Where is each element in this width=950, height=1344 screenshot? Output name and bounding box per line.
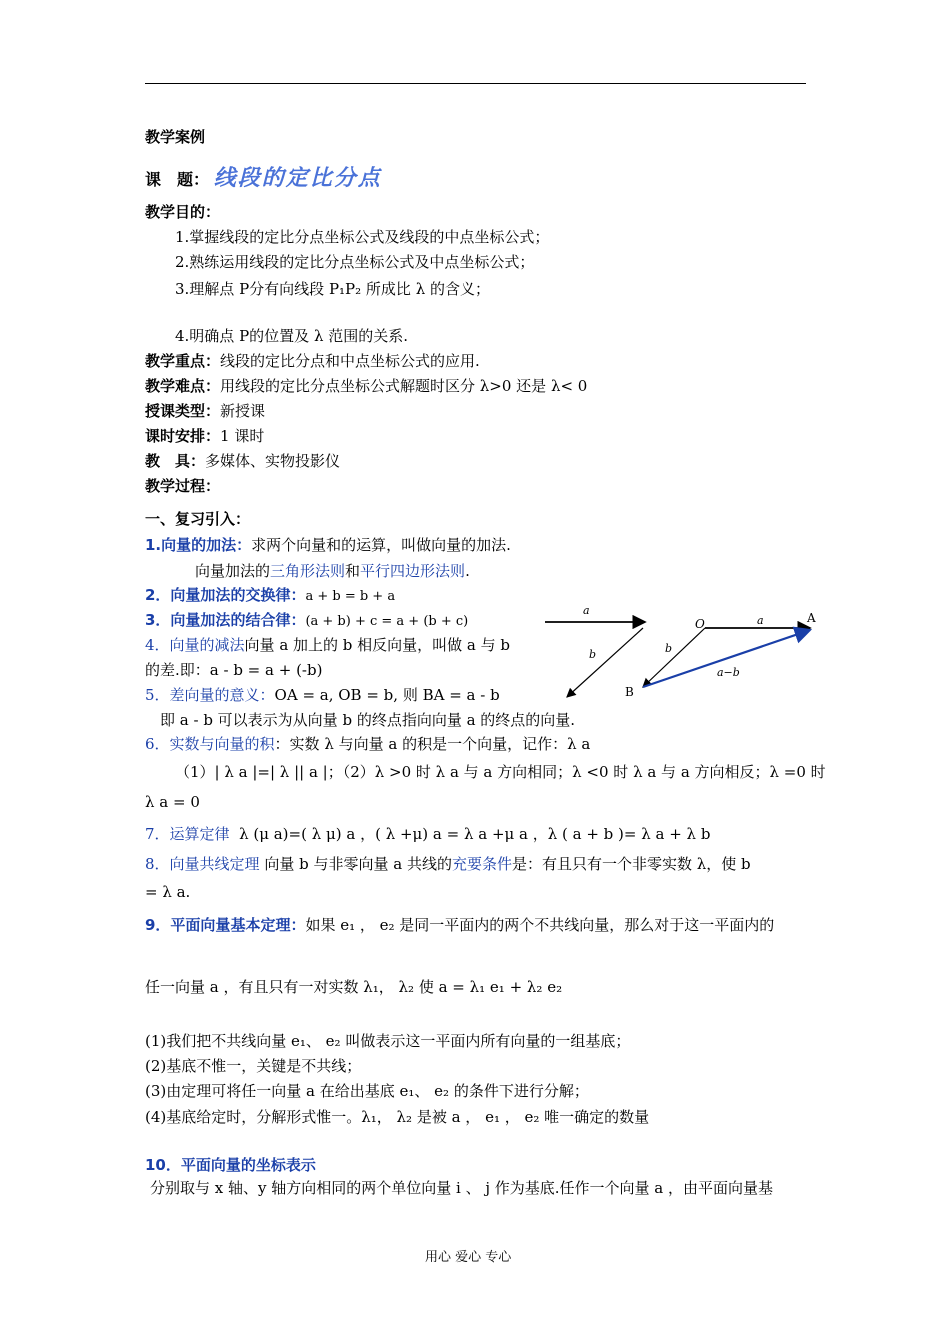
label-o: O xyxy=(695,617,705,631)
review-3-formula: (a + b) + c = a + (b + c) xyxy=(305,614,469,629)
review-3-title: 3．向量加法的结合律： xyxy=(145,611,306,629)
type-label: 授课类型： xyxy=(145,402,221,420)
schedule-line xyxy=(145,427,264,445)
review-5-title: 5．差向量的意义： xyxy=(145,686,275,704)
type-line xyxy=(145,402,265,420)
review-6-line3: λ a = 0 xyxy=(145,793,200,811)
vector-figure xyxy=(545,600,825,710)
review-9-note-2: (2)基底不惟一，关键是不共线； xyxy=(145,1057,362,1075)
process-label: 教学过程： xyxy=(145,477,221,495)
label-left-b: b xyxy=(589,648,597,661)
review-5-note: 即 a - b 可以表示为从向量 b 的终点指向向量 a 的终点的向量. xyxy=(160,711,576,729)
review-item-6 xyxy=(145,735,590,753)
topic-line xyxy=(145,165,382,191)
review-2-formula: a + b = b + a xyxy=(305,589,396,604)
review-1-text: 求两个向量和的运算，叫做向量的加法. xyxy=(251,536,511,554)
review-item-4 xyxy=(145,636,510,654)
label-a-minus-b: a−b xyxy=(717,666,740,679)
type-text: 新授课 xyxy=(220,402,266,420)
schedule-text: 1 课时 xyxy=(220,427,265,445)
review-6-text: ：实数 λ 与向量 a 的积是一个向量，记作：λ a xyxy=(274,735,591,753)
review-9-note-1: (1)我们把不共线向量 e₁、 e₂ 叫做表示这一平面内所有向量的一组基底； xyxy=(145,1032,631,1050)
review-8-text-a: 向量 b 与非零向量 a 共线的 xyxy=(264,855,452,873)
review-10-title: 10．平面向量的坐标表示 xyxy=(145,1156,316,1174)
topic-label: 课 题： xyxy=(145,170,210,189)
review-9-title: 9．平面向量基本定理： xyxy=(145,916,306,934)
doc-label: 教学案例 xyxy=(145,128,206,146)
review-9-line2: 任一向量 a ，有且只有一对实数 λ₁， λ₂ 使 a = λ₁ e₁ + λ₂ e₂ xyxy=(145,978,563,996)
review-9-note-4: (4)基底给定时，分解形式惟一。λ₁， λ₂ 是被 a ， e₁ ， e₂ 唯一确定的数量 xyxy=(145,1108,650,1126)
tools-label: 教 具： xyxy=(145,452,206,470)
vector-ob xyxy=(643,628,705,687)
review-1-title: 1.向量的加法： xyxy=(145,536,252,554)
goal-3: 3.理解点 P分有向线段 P₁P₂ 所成比 λ 的含义； xyxy=(175,280,490,298)
review-1-sub-and: 和 xyxy=(345,562,361,580)
tools-text: 多媒体、实物投影仪 xyxy=(205,452,341,470)
review-9-note-3: (3)由定理可将任一向量 a 在给出基底 e₁、 e₂ 的条件下进行分解； xyxy=(145,1082,589,1100)
review-2-title: 2．向量加法的交换律： xyxy=(145,586,306,604)
difficulty-text: 用线段的定比分点坐标公式解题时区分 λ>0 还是 λ< 0 xyxy=(220,377,588,395)
parallelogram-rule-link: 平行四边形法则 xyxy=(360,562,466,580)
label-right-a: a xyxy=(757,614,764,627)
review-8-title: 8．向量共线定理 xyxy=(145,855,260,873)
review-7-title: 7．运算定律 xyxy=(145,825,230,843)
triangle-rule-link: 三角形法则 xyxy=(270,562,346,580)
review-item-9 xyxy=(145,916,774,934)
review-9-text: 如果 e₁ ， e₂ 是同一平面内的两个不共线向量，那么对于这一平面内的 xyxy=(305,916,775,934)
schedule-label: 课时安排： xyxy=(145,427,221,445)
review-item-1-sub xyxy=(195,562,470,580)
focus-line xyxy=(145,352,480,370)
review-item-3 xyxy=(145,611,468,630)
review-8-line2: = λ a. xyxy=(145,883,191,901)
review-item-8 xyxy=(145,855,751,873)
review-10-text: 分别取与 x 轴、y 轴方向相同的两个单位向量 i 、 j 作为基底.任作一个向量 a ，由平面向量基 xyxy=(150,1179,774,1197)
review-1-sub-text: 向量加法的 xyxy=(195,562,271,580)
review-4-title: 4．向量的减法 xyxy=(145,636,245,654)
review-item-1 xyxy=(145,536,511,554)
section1-heading: 一、复习引入： xyxy=(145,510,251,528)
tools-line xyxy=(145,452,340,470)
review-7-text: λ (μ a)=( λ μ) a ，( λ +μ) a = λ a +μ a ，λ ( a + b )= λ a + λ b xyxy=(239,825,711,843)
focus-text: 线段的定比分点和中点坐标公式的应用. xyxy=(220,352,480,370)
review-item-2 xyxy=(145,586,395,605)
review-8-text-b: 是：有且只有一个非零实数 λ，使 b xyxy=(511,855,751,873)
goal-2: 2.熟练运用线段的定比分点坐标公式及中点坐标公式； xyxy=(175,253,535,271)
review-6-title: 6．实数与向量的积 xyxy=(145,735,275,753)
review-6-line2: （1）| λ a |=| λ || a |；（2）λ >0 时 λ a 与 a 方向相同；λ <0 时 λ a 与 a 方向相反；λ =0 时 xyxy=(175,763,826,781)
goal-1: 1.掌握线段的定比分点坐标公式及线段的中点坐标公式； xyxy=(175,228,550,246)
review-1-sub-end: . xyxy=(465,562,470,580)
header-rule xyxy=(145,83,806,84)
label-b-point: B xyxy=(625,685,634,699)
label-left-a: a xyxy=(583,604,590,617)
sufficient-condition-link: 充要条件 xyxy=(451,855,512,873)
page-title: 线段的定比分点 xyxy=(213,165,382,191)
goals-heading: 教学目的： xyxy=(145,203,221,221)
focus-label: 教学重点： xyxy=(145,352,221,370)
label-a-point: A xyxy=(807,611,816,625)
label-right-b: b xyxy=(665,642,673,655)
page-footer: 用心 爱心 专心 xyxy=(425,1250,512,1265)
difficulty-label: 教学难点： xyxy=(145,377,221,395)
review-4-text: 向量 a 加上的 b 相反向量，叫做 a 与 b xyxy=(244,636,511,654)
review-4-text2: 的差.即：a - b = a + (-b) xyxy=(145,661,323,679)
review-5-text: OA = a, OB = b, 则 BA = a - b xyxy=(274,686,500,704)
goal-4: 4.明确点 P的位置及 λ 范围的关系. xyxy=(175,327,408,345)
review-item-7 xyxy=(145,825,710,843)
difficulty-line xyxy=(145,377,587,395)
review-item-5 xyxy=(145,686,500,704)
